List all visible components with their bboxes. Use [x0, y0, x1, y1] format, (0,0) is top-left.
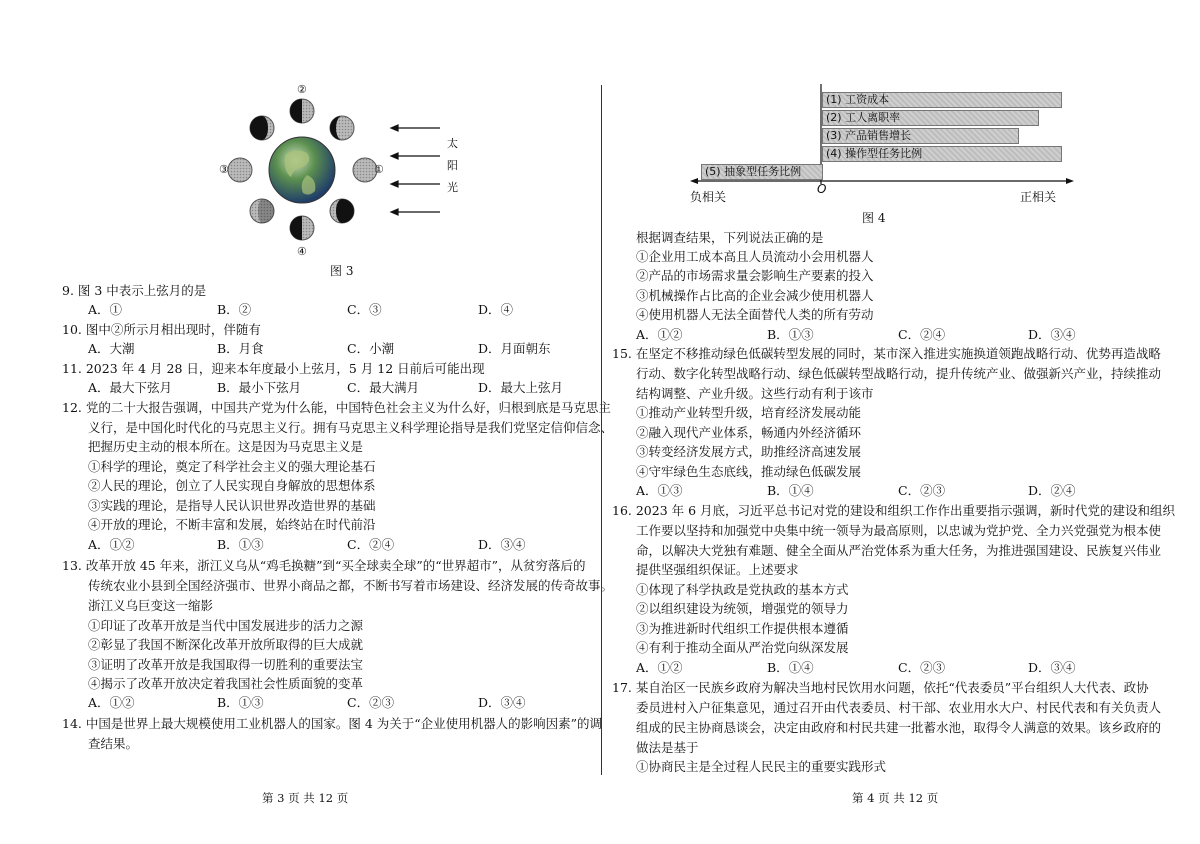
q12-line-5: ②人民的理论，创立了人民实现自身解放的思想体系: [88, 478, 376, 493]
q13-line-7: ④揭示了改革开放决定着我国社会性质面貌的变革: [88, 676, 364, 691]
sunlight-arrows: [391, 125, 440, 215]
chart-bar-label-5: (5) 抽象型任务比例: [705, 165, 802, 178]
sun-char-3: 光: [447, 181, 458, 194]
q16-line-5: ①体现了科学执政是党执政的基本方式: [636, 582, 849, 597]
q14-opt-c: C．②④: [898, 327, 946, 342]
q15-opt-a: A．①③: [636, 483, 683, 498]
q10-opt-a: A．大潮: [88, 341, 135, 356]
q12-opt-b: B．①③: [217, 537, 264, 552]
q15-line-2: 行动、数字化转型战略行动、绿色低碳转型战略行动，提升传统产业、做强新兴产业，持续推动: [636, 366, 1162, 381]
q11-opt-a: A．最大下弦月: [88, 380, 173, 395]
q15-line-6: ③转变经济发展方式，助推经济高速发展: [636, 444, 862, 459]
q13-line-6: ③证明了改革开放是我国取得一切胜利的重要法宝: [88, 657, 364, 672]
q12-opt-c: C．②④: [347, 537, 395, 552]
origin-label: O: [817, 182, 827, 196]
q13-opt-d: D．③④: [478, 695, 526, 710]
chart-bar-label-1: (1) 工资成本: [826, 93, 890, 106]
q13-opt-b: B．①③: [217, 695, 264, 710]
q13-line-3: 浙江义乌巨变这一缩影: [88, 598, 214, 613]
q16-opt-b: B．①④: [767, 660, 814, 675]
chart-bar-label-2: (2) 工人离职率: [826, 111, 901, 124]
q16-line-7: ③为推进新时代组织工作提供根本遵循: [636, 621, 849, 636]
q15-line-3: 结构调整、产业升级。这些行动有利于该市: [636, 386, 874, 401]
q10-opt-d: D．月面朝东: [478, 341, 551, 356]
q9-opt-b: B．②: [217, 302, 252, 317]
q9-opt-d: D．④: [478, 302, 514, 317]
q14-opt-a: A．①②: [636, 327, 683, 342]
q16-line-1: 16. 2023 年 6 月底，习近平总书记对党的建设和组织工作作出重要指示强调，新时代党的建设和组织: [612, 503, 1176, 518]
moon-top-right-icon: [330, 116, 354, 140]
q16-opt-d: D．③④: [1028, 660, 1076, 675]
q12-line-4: ①科学的理论，奠定了科学社会主义的强大理论基石: [88, 459, 376, 474]
q14-cont-line-4: ③机械操作占比高的企业会减少使用机器人: [636, 288, 874, 303]
q12-opt-a: A．①②: [88, 537, 135, 552]
q17-line-4: 做法是基于: [636, 740, 699, 755]
q11-opt-b: B．最小下弦月: [217, 380, 302, 395]
q11-opt-c: C．最大满月: [347, 380, 420, 395]
q16-opt-c: C．②③: [898, 660, 946, 675]
q15-line-1: 15. 在坚定不移推动绿色低碳转型发展的同时，某市深入推进实施换道领跑战略行动、优势再造战略: [612, 346, 1161, 361]
q15-opt-d: D．②④: [1028, 483, 1076, 498]
q17-line-3: 组成的民主协商恳谈会，决定由政府和村民共建一批蓄水池，取得令人满意的效果。该乡政府的: [636, 720, 1162, 735]
sun-char-1: 太: [447, 137, 458, 150]
q12-line-3: 把握历史主动的根本所在。这是因为马克思主义是: [88, 439, 364, 454]
figure-3-caption: 图 3: [330, 264, 354, 278]
q11-opt-d: D．最大上弦月: [478, 380, 564, 395]
q10-opt-c: C．小潮: [347, 341, 395, 356]
q10-stem: 10. 图中②所示月相出现时，伴随有: [62, 322, 261, 337]
q14-cont-line-1: 根据调查结果，下列说法正确的是: [636, 230, 824, 245]
position-label-4: ④: [297, 245, 307, 258]
moon-left-icon: [228, 158, 252, 182]
q14-opt-b: B．①③: [767, 327, 814, 342]
q14-line-2: 查结果。: [88, 736, 139, 751]
q16-line-2: 工作要以坚持和加强党中央集中统一领导为最高原则，以忠诚为党护党、全力兴党强党为根本使: [636, 523, 1162, 538]
q15-line-5: ②融入现代产业体系，畅通内外经济循环: [636, 425, 862, 440]
q14-line-1: 14. 中国是世界上最大规模使用工业机器人的国家。图 4 为关于“企业使用机器人的影响因素”的调: [62, 716, 603, 731]
moon-phase-figure: [215, 83, 475, 258]
q9-stem: 9. 图 3 中表示上弦月的是: [62, 283, 207, 298]
earth-icon: [269, 137, 335, 203]
q9-opt-c: C．③: [347, 302, 382, 317]
q16-opt-a: A．①②: [636, 660, 683, 675]
q15-line-7: ④守牢绿色生态底线，推动绿色低碳发展: [636, 464, 862, 479]
right-page-footer: 第 4 页 共 12 页: [852, 791, 939, 805]
figure-4-chart: [680, 82, 1080, 212]
figure-4-caption: 图 4: [862, 211, 886, 225]
chart-bar-label-4: (4) 操作型任务比例: [826, 147, 923, 160]
moon-top-left-icon: [250, 116, 274, 140]
q13-line-2: 传统农业小县到全国经济强市、世界小商品之都，不断书写着市场建设、经济发展的传奇故事。: [88, 578, 614, 593]
q14-cont-line-3: ②产品的市场需求量会影响生产要素的投入: [636, 268, 874, 283]
q16-line-8: ④有利于推动全面从严治党向纵深发展: [636, 640, 849, 655]
q17-line-2: 委员进村入户征集意见，通过召开由代表委员、村干部、农业用水大户、村民代表和有关负责人: [636, 700, 1162, 715]
positive-axis-label: 正相关: [1020, 190, 1057, 204]
position-label-1: ①: [374, 163, 384, 176]
moon-bottom-right-icon: [330, 199, 354, 223]
sun-char-2: 阳: [447, 159, 458, 172]
q12-line-6: ③实践的理论，是指导人民认识世界改造世界的基础: [88, 498, 376, 513]
q9-opt-a: A．①: [88, 302, 123, 317]
q17-line-5: ①协商民主是全过程人民民主的重要实践形式: [636, 759, 887, 774]
q15-line-4: ①推动产业转型升级，培育经济发展动能: [636, 405, 862, 420]
q12-line-1: 12. 党的二十大报告强调，中国共产党为什么能，中国特色社会主义为什么好，归根到底是马克思主: [62, 400, 611, 415]
chart-bar-label-3: (3) 产品销售增长: [826, 129, 912, 142]
q15-opt-c: C．②③: [898, 483, 946, 498]
q13-line-1: 13. 改革开放 45 年来，浙江义乌从“鸡毛换糖”到“买全球卖全球”的“世界超市”，从贫穷落后的: [62, 558, 586, 573]
left-page-footer: 第 3 页 共 12 页: [262, 791, 349, 805]
q13-opt-a: A．①②: [88, 695, 135, 710]
moon-bottom-icon: [290, 216, 314, 240]
q13-opt-c: C．②③: [347, 695, 395, 710]
q14-opt-d: D．③④: [1028, 327, 1076, 342]
negative-axis-label: 负相关: [690, 190, 727, 204]
q15-opt-b: B．①④: [767, 483, 814, 498]
q16-line-6: ②以组织建设为统领，增强党的领导力: [636, 601, 849, 616]
moon-bottom-left-icon: [250, 199, 274, 223]
q14-cont-line-2: ①企业用工成本高且人员流动小会用机器人: [636, 249, 874, 264]
q14-cont-line-5: ④使用机器人无法全面替代人类的所有劳动: [636, 307, 874, 322]
position-label-2: ②: [297, 83, 307, 96]
q12-line-7: ④开放的理论，不断丰富和发展，始终站在时代前沿: [88, 517, 376, 532]
q16-line-3: 命，以解决大党独有难题、健全全面从严治党体系为重大任务，为推进强国建设、民族复兴伟业: [636, 543, 1162, 558]
page-divider: [601, 85, 602, 775]
q17-line-1: 17. 某自治区一民族乡政府为解决当地村民饮用水问题，依托“代表委员”平台组织人大代表、政协: [612, 680, 1149, 695]
q12-line-2: 义行，是中国化时代化的马克思主义行。拥有马克思主义科学理论指导是我们党坚定信仰信念、: [88, 420, 614, 435]
q13-line-4: ①印证了改革开放是当代中国发展进步的活力之源: [88, 618, 364, 633]
q12-opt-d: D．③④: [478, 537, 526, 552]
position-label-3: ③: [219, 163, 229, 176]
q16-line-4: 提供坚强组织保证。上述要求: [636, 562, 799, 577]
q11-stem: 11. 2023 年 4 月 28 日，迎来本年度最小上弦月，5 月 12 日前后可能出现: [62, 361, 485, 376]
moon-top-icon: [290, 99, 314, 123]
q13-line-5: ②彰显了我国不断深化改革开放所取得的巨大成就: [88, 637, 364, 652]
q10-opt-b: B．月食: [217, 341, 264, 356]
